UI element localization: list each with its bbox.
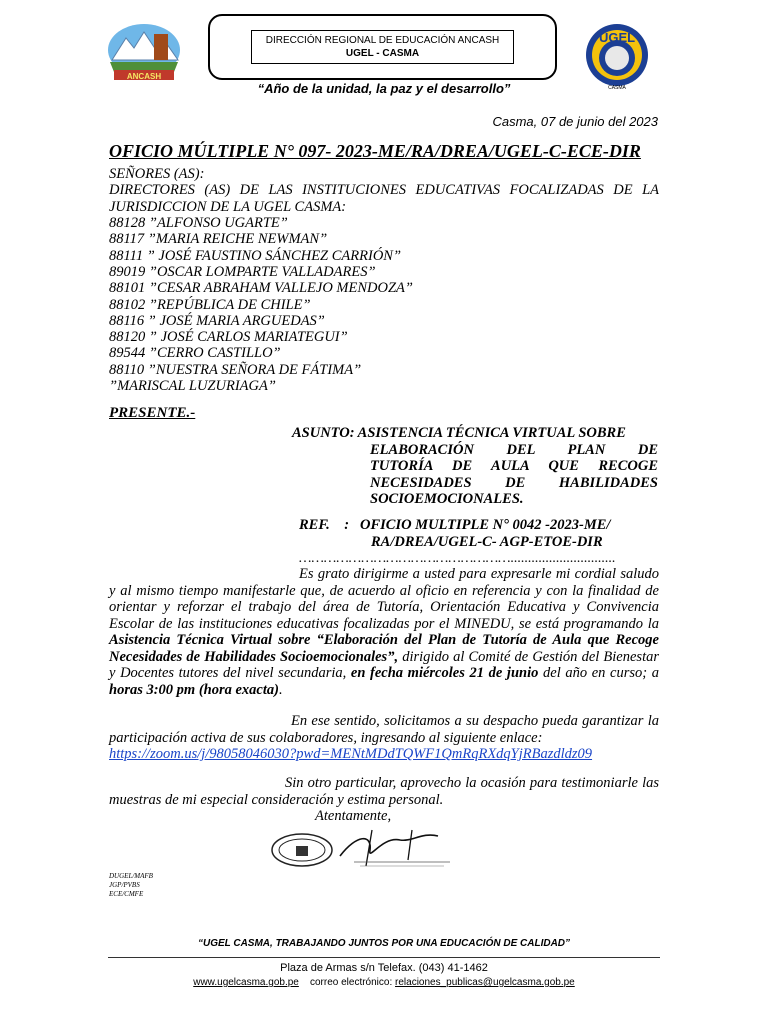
para1-bold: Asistencia Técnica Virtual sobre “Elaboración del Plan de Tutoría de Aula que Recoge Necesidades de Habilidades Socioemocionales”, — [109, 632, 659, 665]
para3-text: Sin otro particular, aprovecho la ocasión para testimoniarle las muestras de mi especial consideración y estima personal. — [109, 775, 659, 808]
oficio-title: OFICIO MÚLTIPLE N° 097- 2023-ME/RA/DREA/UGEL-C-ECE-DIR — [109, 141, 641, 161]
signature-stamp — [262, 826, 462, 878]
closing: Atentamente, — [315, 808, 392, 824]
initials-line: ECE/CMFE — [109, 890, 144, 898]
body-paragraph-2 — [109, 713, 659, 763]
para1-text: . — [278, 681, 283, 698]
school-item: 89019 ”OSCAR LOMPARTE VALLADARES” — [109, 263, 376, 280]
asunto-line: NECESIDADES DE HABILIDADES — [370, 474, 658, 491]
ref-label: REF. : — [299, 517, 350, 533]
logo-right-sub: CASMA — [608, 85, 626, 90]
logo-left-text: ANCASH — [126, 72, 162, 81]
school-item: 88116 ” JOSÉ MARIA ARGUEDAS” — [109, 312, 325, 329]
senores-heading: SEÑORES (AS): — [109, 166, 205, 182]
presente-label: PRESENTE.- — [109, 405, 196, 421]
ref-line-2: RA/DREA/UGEL-C- AGP-ETOE-DIR — [371, 534, 603, 550]
ref-block — [299, 517, 659, 551]
ugel-casma-seal — [582, 22, 652, 90]
header-box — [208, 14, 557, 80]
logo-right-text: UGEL — [598, 30, 636, 45]
para1-text: del año en curso; a — [538, 665, 659, 681]
school-item: ”MARISCAL LUZURIAGA” — [109, 378, 276, 394]
ancash-region-logo — [104, 20, 184, 82]
school-item: 88120 ” JOSÉ CARLOS MARIATEGUI” — [109, 329, 348, 346]
asunto-line: TUTORÍA DE AULA QUE RECOGE — [370, 458, 658, 474]
ref-line-1: OFICIO MULTIPLE N° 0042 -2023-ME/ — [359, 517, 611, 533]
school-item: 88128 ”ALFONSO UGARTE” — [109, 215, 288, 231]
asunto-line: SOCIOEMOCIONALES. — [370, 491, 524, 507]
initials-line: JGP/PVBS — [109, 881, 140, 889]
school-item: 88110 ”NUESTRA SEÑORA DE FÁTIMA” — [109, 361, 362, 378]
school-item: 88117 ”MARIA REICHE NEWMAN” — [109, 231, 328, 248]
school-item: 88111 ” JOSÉ FAUSTINO SÁNCHEZ CARRIÓN” — [109, 247, 402, 264]
footer-divider — [108, 957, 660, 958]
separator-dots: …………………………………………….............................. — [299, 552, 616, 566]
para1-bold: en fecha miércoles 21 de junio — [350, 665, 539, 681]
footer-motto: “UGEL CASMA, TRABAJANDO JUNTOS POR UNA EDUCACIÓN DE CALIDAD” — [197, 938, 571, 949]
school-item: 89544 ”CERRO CASTILLO” — [109, 345, 281, 362]
footer-address: Plaza de Armas s/n Telefax. (043) 41-1462 — [280, 962, 488, 974]
asunto-label: ASUNTO: — [292, 425, 358, 441]
header-direccion: DIRECCIÓN REGIONAL DE EDUCACIÓN ANCASH — [265, 35, 500, 46]
footer-website-link[interactable]: www.ugelcasma.gob.pe — [193, 977, 299, 988]
body-paragraph-3 — [109, 775, 659, 808]
para1-text: Es grato dirigirme a usted para expresarle mi cordial saludo y al mismo tiempo manifestarle que, de acuerdo al oficio en referencia y con la finalidad de orientar y reforzar el trabajo del área de Tutoría, Orientación Educativa y Convivencia Escolar de las instituciones educativas focalizadas por el MINEDU, se está programando la — [109, 566, 659, 632]
initials-line: DUGEL/MAFB — [109, 872, 153, 880]
asunto-line: ASISTENCIA TÉCNICA VIRTUAL SOBRE — [357, 425, 626, 441]
school-item: 88102 ”REPÚBLICA DE CHILE” — [109, 296, 311, 313]
para2-text: En ese sentido, solicitamos a su despacho pueda garantizar la participación activa de sus colaboradores, ingresando al siguiente enlace: — [109, 713, 659, 746]
body-paragraph-1 — [109, 566, 659, 698]
footer-contact — [0, 977, 768, 988]
recipients-heading: DIRECTORES (AS) DE LAS INSTITUCIONES EDUCATIVAS FOCALIZADAS DE LA JURISDICCION DE LA UGEL CASMA: — [109, 182, 659, 215]
header-ugel: UGEL - CASMA — [345, 48, 420, 59]
school-item: 88101 ”CESAR ABRAHAM VALLEJO MENDOZA” — [109, 280, 413, 297]
year-motto: “Año de la unidad, la paz y el desarrollo” — [257, 81, 511, 96]
initials-block — [109, 872, 153, 899]
zoom-link[interactable]: https://zoom.us/j/98058046030?pwd=MENtMDdTQWF1QmRqRXdqYjRBazdldz09 — [109, 746, 593, 762]
document-date: Casma, 07 de junio del 2023 — [492, 114, 658, 129]
para1-bold: horas 3:00 pm (hora exacta) — [109, 681, 279, 698]
footer-email-link[interactable]: relaciones_publicas@ugelcasma.gob.pe — [395, 977, 575, 988]
footer-email-label: correo electrónico: — [309, 977, 396, 988]
para1-text: dirigido al Comité de Gestión del Bienestar y Docentes tutores del nivel secundaria, — [109, 648, 659, 681]
asunto-line: ELABORACIÓN DEL PLAN DE — [370, 441, 658, 458]
asunto-block — [292, 425, 658, 508]
